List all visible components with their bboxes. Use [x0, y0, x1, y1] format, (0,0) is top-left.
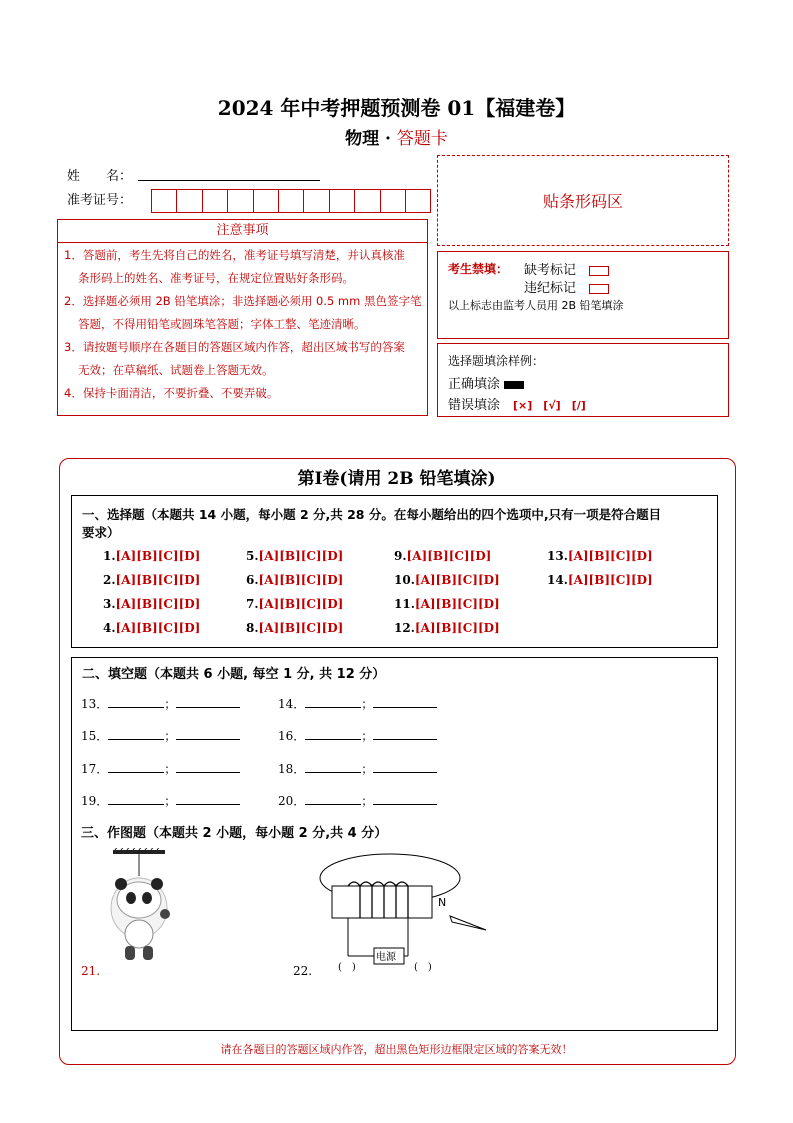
- exam-id-boxes[interactable]: [151, 189, 431, 213]
- blank-line[interactable]: [305, 792, 361, 805]
- fill-item: 14． ；: [278, 695, 437, 712]
- q21-label: 21.: [81, 964, 101, 978]
- sample-heading: 选择题填涂样例：: [448, 354, 545, 368]
- panda-ear-left: [115, 878, 127, 890]
- draw-heading: 三、作图题（本题共 2 小题，每小题 2 分,共 4 分）: [81, 826, 388, 841]
- fill-item: 13． ；: [81, 695, 240, 712]
- violation-mark-box[interactable]: [589, 284, 609, 294]
- paren-left: ( ): [338, 962, 356, 973]
- panda-eye-left: [126, 892, 136, 904]
- q22-label: 22.: [293, 964, 313, 978]
- fill-item: 19． ；: [81, 792, 240, 809]
- mc-question[interactable]: 1.[A][B][C][D]: [103, 549, 201, 563]
- mc-question[interactable]: 5.[A][B][C][D]: [246, 549, 344, 563]
- pole-label: N: [438, 896, 447, 909]
- mc-question[interactable]: 12.[A][B][C][D]: [394, 621, 500, 635]
- fill-sample-box: [437, 343, 729, 417]
- panda-leg-right: [143, 946, 153, 960]
- blank-line[interactable]: [305, 760, 361, 773]
- ceiling-bar: [113, 850, 165, 854]
- blank-line[interactable]: [373, 727, 437, 740]
- mc-question[interactable]: 8.[A][B][C][D]: [246, 621, 344, 635]
- blank-line[interactable]: [373, 792, 437, 805]
- fill-item: 17． ；: [81, 760, 240, 777]
- blank-line[interactable]: [176, 727, 240, 740]
- name-label: 姓 名：: [67, 169, 133, 184]
- mc-question[interactable]: 14.[A][B][C][D]: [547, 573, 653, 587]
- correct-fill-mark: [504, 381, 524, 389]
- ceiling-hatch: [115, 848, 161, 850]
- panda-arm: [160, 909, 170, 919]
- notice-item-1: 1．答题前，考生先将自己的姓名，准考证号填写清楚，并认真核准 条形码上的姓名、准考证号，在规定位置贴好条形码。: [64, 248, 405, 285]
- notice-item-3: 3．请按题号顺序在各题目的答题区域内作答，超出区域书写的答案 无效；在草稿纸、试题卷上答题无效。: [64, 340, 405, 377]
- blank-line[interactable]: [176, 792, 240, 805]
- notice-box: [57, 242, 428, 416]
- compass-needle: [450, 916, 486, 930]
- mc-question[interactable]: 9.[A][B][C][D]: [394, 549, 492, 563]
- footer-note: 请在各题目的答题区域内作答，超出黑色矩形边框限定区域的答案无效！: [220, 1043, 573, 1056]
- blank-line[interactable]: [373, 695, 437, 708]
- correct-row: 正确填涂: [448, 373, 524, 392]
- notice-item-2: 2．选择题必须用 2B 铅笔填涂；非选择题必须用 0.5 mm 黑色签字笔 答题，不得用铅笔或圆珠笔答题；字体工整、笔迹清晰。: [64, 294, 422, 331]
- blank-line[interactable]: [176, 695, 240, 708]
- answer-card-label: 答题卡: [396, 129, 448, 149]
- barcode-area: [437, 155, 729, 246]
- violation-row: 违纪标记: [524, 277, 609, 296]
- name-field[interactable]: [138, 180, 320, 181]
- mc-question[interactable]: 2.[A][B][C][D]: [103, 573, 201, 587]
- blank-line[interactable]: [373, 760, 437, 773]
- absent-mark-box[interactable]: [589, 266, 609, 276]
- mc-heading: 一、选择题（本题共 14 小题，每小题 2 分,共 28 分。在每小题给出的四个选项中,只有一项是符合题目 要求）: [82, 507, 662, 540]
- barcode-label: 贴条形码区: [542, 192, 623, 211]
- panda-belly: [125, 920, 153, 948]
- paren-right: ( ): [414, 962, 432, 973]
- blank-line[interactable]: [108, 792, 164, 805]
- mc-question[interactable]: 4.[A][B][C][D]: [103, 621, 201, 635]
- blank-line[interactable]: [305, 727, 361, 740]
- fill-item: 16． ；: [278, 727, 437, 744]
- fill-item: 15． ；: [81, 727, 240, 744]
- mc-question[interactable]: 11.[A][B][C][D]: [394, 597, 500, 611]
- notice-item-4: 4．保持卡面清洁，不要折叠、不要弄破。: [64, 386, 279, 400]
- electromagnet-figure: [318, 850, 488, 975]
- blank-line[interactable]: [305, 695, 361, 708]
- subject-label: 物理 ·: [345, 129, 397, 149]
- wrong-row: 错误填涂 [×] [√] [/]: [448, 398, 586, 413]
- absent-row: 缺考标记: [524, 259, 609, 278]
- mc-question[interactable]: 13.[A][B][C][D]: [547, 549, 653, 563]
- power-label: 电源: [376, 952, 396, 963]
- blank-line[interactable]: [108, 760, 164, 773]
- fill-item: 20． ；: [278, 792, 437, 809]
- fill-heading: 二、填空题（本题共 6 小题, 每空 1 分, 共 12 分）: [82, 667, 386, 682]
- mc-question[interactable]: 6.[A][B][C][D]: [246, 573, 344, 587]
- notice-heading: 注意事项: [57, 219, 428, 243]
- page-title: 2024 年中考押题预测卷 01【福建卷】: [217, 96, 576, 120]
- fill-item: 18． ；: [278, 760, 437, 777]
- forbid-label: 考生禁填：: [448, 262, 509, 276]
- blank-line[interactable]: [108, 727, 164, 740]
- mc-question[interactable]: 7.[A][B][C][D]: [246, 597, 344, 611]
- mc-question[interactable]: 3.[A][B][C][D]: [103, 597, 201, 611]
- page-subtitle: [0, 124, 793, 149]
- panda-leg-left: [125, 946, 135, 960]
- panda-ear-right: [151, 878, 163, 890]
- panda-figure: [105, 848, 175, 973]
- iron-core: [332, 886, 432, 918]
- mc-question[interactable]: 10.[A][B][C][D]: [394, 573, 500, 587]
- blank-line[interactable]: [176, 760, 240, 773]
- forbid-note: 以上标志由监考人员用 2B 铅笔填涂: [448, 299, 624, 312]
- section1-title: 第Ⅰ卷(请用 2B 铅笔填涂): [297, 469, 496, 489]
- examiner-only-box: [437, 251, 729, 339]
- blank-line[interactable]: [108, 695, 164, 708]
- panda-eye-right: [142, 892, 152, 904]
- id-label: 准考证号：: [67, 193, 133, 208]
